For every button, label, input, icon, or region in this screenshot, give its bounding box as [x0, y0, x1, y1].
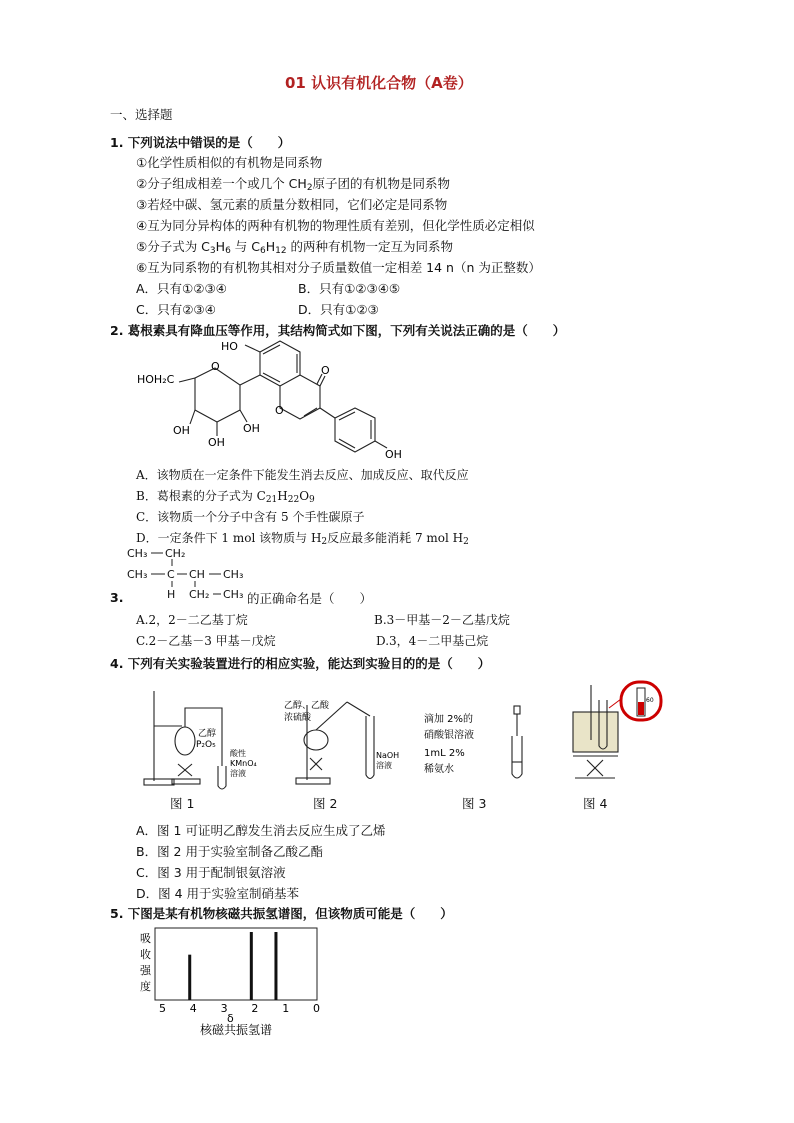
nmr-peak: [274, 932, 277, 1000]
nmr-x-tick-label: 1: [282, 1002, 290, 1015]
q1-option-a: A．只有①②③④: [136, 281, 227, 296]
struct-o-ketone: O: [321, 364, 330, 377]
fig3-caption: 图 3: [462, 796, 487, 811]
q1-option-d: D．只有①②③: [298, 302, 379, 317]
q3-option-a: A.2，2－二乙基丁烷: [136, 613, 248, 627]
q3-structure: [125, 545, 255, 603]
nmr-y-axis-label: [140, 932, 152, 993]
nmr-plot-frame: [155, 928, 317, 1000]
fig2-apparatus: [282, 680, 402, 795]
fig4-caption: 图 4: [583, 796, 608, 811]
nmr-x-tick-label: 3: [220, 1002, 228, 1015]
fig2-label-reagents: 乙醇、乙酸: [284, 701, 330, 711]
q3-r1-ch3: CH₃: [127, 547, 148, 560]
nmr-x-tick-label: 4: [189, 1002, 197, 1015]
fig3-label-volume: 1mL 2%: [424, 748, 465, 759]
struct-o-ring: O: [211, 360, 220, 373]
nmr-y-label-char: 吸: [140, 932, 151, 945]
fig3-label-agno3: 硝酸银溶液: [424, 730, 474, 741]
nmr-x-tick-label: 0: [313, 1002, 320, 1015]
q3-r3-h: H: [167, 588, 176, 601]
q3-r1-ch2: CH₂: [165, 547, 186, 560]
fig3-label-add: 滴加 2%的: [424, 714, 474, 725]
fig3-label-ammonia: 稀氨水: [424, 764, 454, 775]
fig1-label-p2o5: P₂O₅: [196, 740, 216, 750]
q2-option-a: A．该物质在一定条件下能发生消去反应、加成反应、取代反应: [136, 468, 469, 482]
q2-stem: 2. 葛根素具有降血压等作用，其结构简式如下图，下列有关说法正确的是（ ）: [110, 323, 566, 338]
q2-option-c: C．该物质一个分子中含有 5 个手性碳原子: [136, 510, 365, 524]
q3-number: 3.: [110, 590, 124, 605]
q1-statement-1: ①化学性质相似的有机物是同系物: [136, 155, 323, 170]
q4-option-c: C．图 3 用于配制银氨溶液: [136, 865, 286, 880]
fig1-label-kmno4: KMnO₄: [230, 759, 257, 768]
q5-stem: 5. 下图是某有机物核磁共振氢谱图，但该物质可能是（ ）: [110, 906, 453, 921]
fig4-apparatus: [565, 680, 675, 790]
nmr-spectrum-chart: [130, 922, 330, 1042]
fig1-label-acidic: 酸性: [230, 749, 246, 758]
q4-option-a: A．图 1 可证明乙醇发生消去反应生成了乙烯: [136, 823, 386, 838]
q3-option-b: B.3－甲基－2－乙基戊烷: [374, 613, 510, 627]
q1-stem: 1. 下列说法中错误的是（ ）: [110, 135, 291, 150]
fig2-label-solution: 溶液: [376, 761, 392, 770]
q1-statement-3: ③若烃中碳、氢元素的质量分数相同，它们必定是同系物: [136, 197, 448, 212]
fig2-label-naoh: NaOH: [376, 751, 400, 760]
nmr-peak: [188, 955, 191, 1000]
q1-statement-5: ⑤分子式为 $C_3H_6$ 与 $C_6H_{12}$ 的两种有机物一定互为同系物: [136, 239, 454, 256]
q3-option-c: C.2－乙基－3 甲基－戊烷: [136, 634, 276, 648]
struct-oh-2: OH: [208, 436, 225, 449]
q4-stem: 4. 下列有关实验装置进行的相应实验，能达到实验目的的是（ ）: [110, 656, 491, 671]
fig2-caption: 图 2: [313, 796, 338, 811]
fig1-label-solution: 溶液: [230, 769, 246, 778]
q3-r2-ch3: CH₃: [127, 568, 148, 581]
page-title: 01 认识有机化合物（A卷）: [285, 74, 473, 92]
nmr-peak: [250, 932, 253, 1000]
nmr-x-axis-label: δ: [227, 1012, 234, 1025]
q1-option-b: B．只有①②③④⑤: [298, 281, 401, 296]
fig2-label-h2so4: 浓硫酸: [284, 713, 312, 723]
nmr-x-tick-label: 2: [251, 1002, 259, 1015]
struct-oh-4: OH: [385, 448, 402, 460]
q1-option-c: C．只有②③④: [136, 302, 216, 317]
fig1-apparatus: [140, 686, 260, 796]
fig3-apparatus: [422, 700, 542, 790]
struct-hoh2c: HOH₂C: [137, 373, 175, 386]
puerarin-structure: [135, 338, 415, 460]
nmr-y-label-char: 度: [140, 980, 151, 993]
fig1-caption: 图 1: [170, 796, 195, 811]
struct-ho-top: HO: [221, 340, 238, 353]
nmr-x-tick-label: 5: [159, 1002, 166, 1015]
q2-option-d: D．一定条件下 1 mol 该物质与 $H_2$反应最多能消耗 7 mol $H_2$: [136, 531, 469, 547]
struct-oh-3: OH: [243, 422, 260, 435]
nmr-caption: 核磁共振氢谱: [200, 1023, 273, 1037]
fig1-label-ethanol: 乙醇: [198, 729, 217, 739]
q3-r2-c: C: [167, 568, 175, 581]
q2-option-b: B．葛根素的分子式为 $C_{21}H_{22}O_9$: [136, 489, 315, 505]
q4-option-d: D．图 4 用于实验室制硝基苯: [136, 886, 300, 901]
nmr-y-label-char: 收: [140, 948, 151, 961]
q3-r2-ch: CH: [189, 568, 205, 581]
q1-statement-4: ④互为同分异构体的两种有机物的物理性质有差别，但化学性质必定相似: [136, 218, 535, 233]
q3-r3-ch2: CH₂: [189, 588, 210, 601]
fig4-thermometer-reading: 60: [646, 697, 654, 704]
nmr-y-label-char: 强: [140, 964, 151, 977]
q3-option-d: D.3，4－二甲基己烷: [376, 634, 489, 648]
struct-oh-1: OH: [173, 424, 190, 437]
q3-r3-ch3: CH₃: [223, 588, 244, 601]
struct-o-pyran: O: [275, 404, 284, 417]
q3-stem: 的正确命名是（ ）: [247, 591, 373, 606]
q1-statement-2: ②分子组成相差一个或几个 $CH_2$原子团的有机物是同系物: [136, 176, 451, 193]
q1-statement-6: ⑥互为同系物的有机物其相对分子质量数值一定相差 14 n（n 为正整数）: [136, 260, 541, 275]
section-heading: 一、选择题: [110, 107, 173, 122]
q3-r2-ch3b: CH₃: [223, 568, 244, 581]
q4-option-b: B．图 2 用于实验室制备乙酸乙酯: [136, 844, 323, 859]
